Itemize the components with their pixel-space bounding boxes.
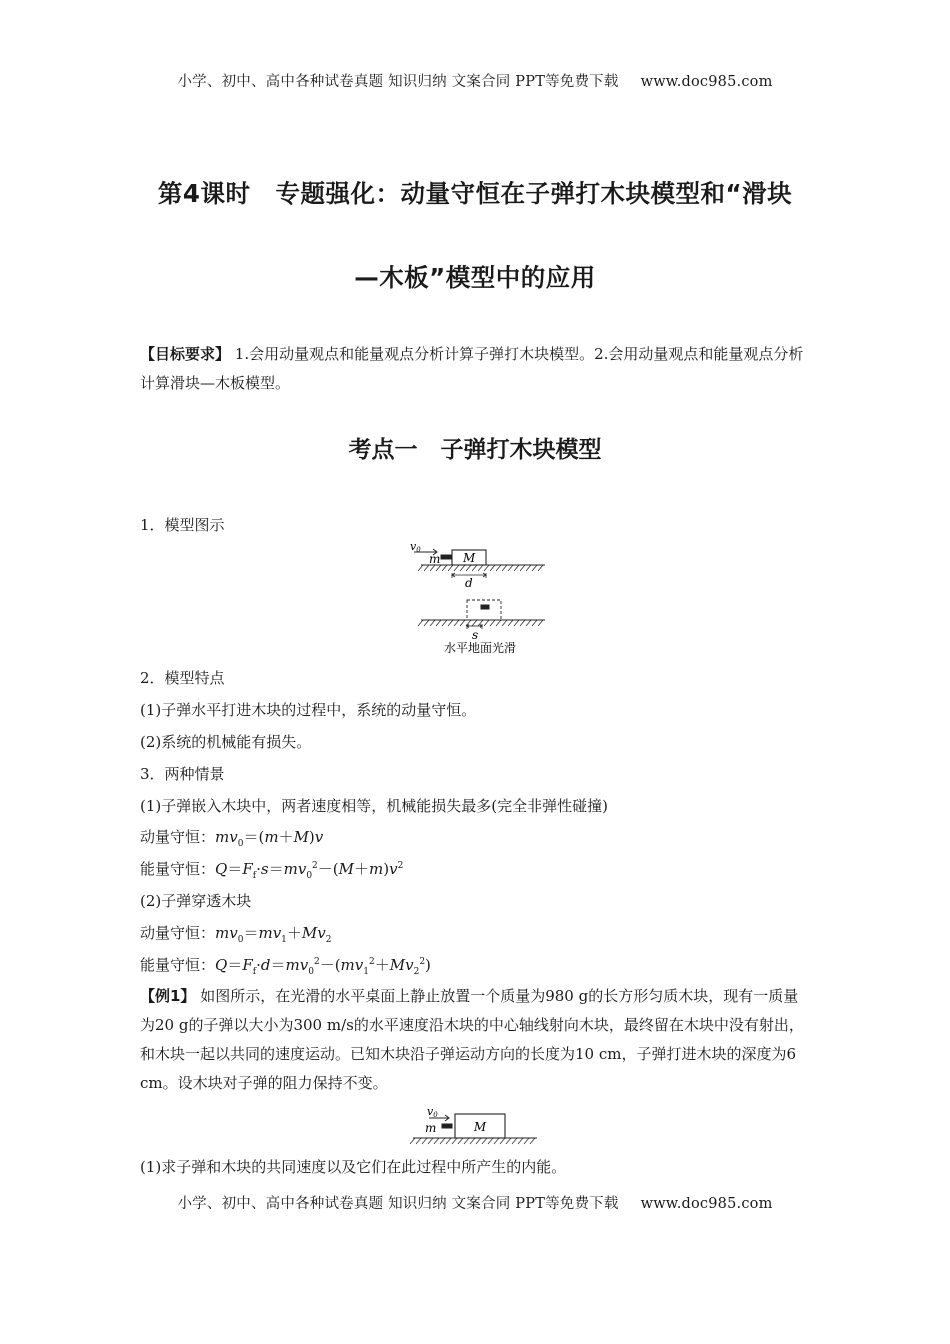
formula-label: 能量守恒：: [140, 860, 216, 878]
fig1-M-label: M: [463, 551, 476, 565]
formula-label: 动量守恒：: [140, 924, 216, 942]
question-1: (1)求子弹和木块的共同速度以及它们在此过程中所产生的内能。: [140, 1158, 567, 1176]
item-case-2: (2)子弹穿透木块: [140, 892, 252, 910]
example-text: 如图所示，在光滑的水平桌面上静止放置一个质量为980 g的长方形匀质木块，现有一质量为20 g的子弹以大小为300 m/s的水平速度沿木块的中心轴线射向木块，最终留在木块中没有射出，和木块一起以共同的速度运动。已知木块沿子弹运动方向的长度为10 cm，子弹打进木块的深度为6 cm。设木块对子弹的阻力保持不变。: [140, 987, 804, 1092]
example-figure: [405, 1103, 545, 1148]
item-two-cases: 3．两种情景: [140, 765, 225, 783]
example-tag: 【例1】: [140, 987, 196, 1005]
item-feature-2: (2)系统的机械能有损失。: [140, 733, 312, 751]
header-site: www.doc985.com: [640, 74, 773, 90]
page-header: [0, 70, 950, 91]
fig1-d-label: d: [465, 576, 473, 590]
formula-case1-momentum: 动量守恒：$mv_0=(m+M)v$: [140, 828, 324, 849]
fig2-v0-label: v0: [427, 1105, 438, 1119]
bullet-block-figure: [405, 538, 555, 656]
formula-label: 动量守恒：: [140, 828, 216, 846]
goal-block: [140, 340, 812, 398]
goal-tag: 【目标要求】: [140, 345, 231, 363]
formula-case1-energy: 能量守恒：$Q=F_f\cdot s=mv_0^2-(M+m)v^2$: [140, 860, 404, 881]
goal-text: 1.会用动量观点和能量观点分析计算子弹打木块模型。2.会用动量观点和能量观点分析计算滑块—木板模型。: [140, 345, 804, 392]
example-1: [140, 982, 812, 1098]
footer-text: 小学、初中、高中各种试卷真题 知识归纳 文案合同 PPT等免费下载: [177, 1196, 619, 1212]
formula-label: 能量守恒：: [140, 956, 216, 974]
footer-site: www.doc985.com: [640, 1196, 773, 1212]
formula-case2-energy: 能量守恒：$Q=F_f\cdot d=mv_0^2-(mv_1^2+Mv_2^2)$: [140, 956, 431, 977]
fig2-M-label: M: [473, 1120, 487, 1134]
page-title-line1: 第4课时 专题强化：动量守恒在子弹打木块模型和“滑块: [157, 179, 793, 208]
page-title-line2: —木板”模型中的应用: [354, 263, 596, 292]
item-feature-1: (1)子弹水平打进木块的过程中，系统的动量守恒。: [140, 701, 477, 719]
header-text: 小学、初中、高中各种试卷真题 知识归纳 文案合同 PPT等免费下载: [177, 74, 619, 90]
formula-case2-momentum: 动量守恒：$mv_0=mv_1+Mv_2$: [140, 924, 332, 945]
section-title: 考点一 子弹打木块模型: [348, 437, 602, 463]
fig1-caption: 水平地面光滑: [443, 641, 517, 655]
fig1-m-label: m: [429, 552, 441, 566]
fig1-v0-label: v0: [410, 540, 421, 554]
page-footer: [0, 1192, 950, 1213]
item-model-features: 2．模型特点: [140, 669, 225, 687]
fig2-m-label: m: [425, 1121, 437, 1135]
fig1-s-label: s: [472, 628, 479, 642]
item-model-figure: 1．模型图示: [140, 516, 225, 534]
item-case-1: (1)子弹嵌入木块中，两者速度相等，机械能损失最多(完全非弹性碰撞): [140, 797, 608, 815]
